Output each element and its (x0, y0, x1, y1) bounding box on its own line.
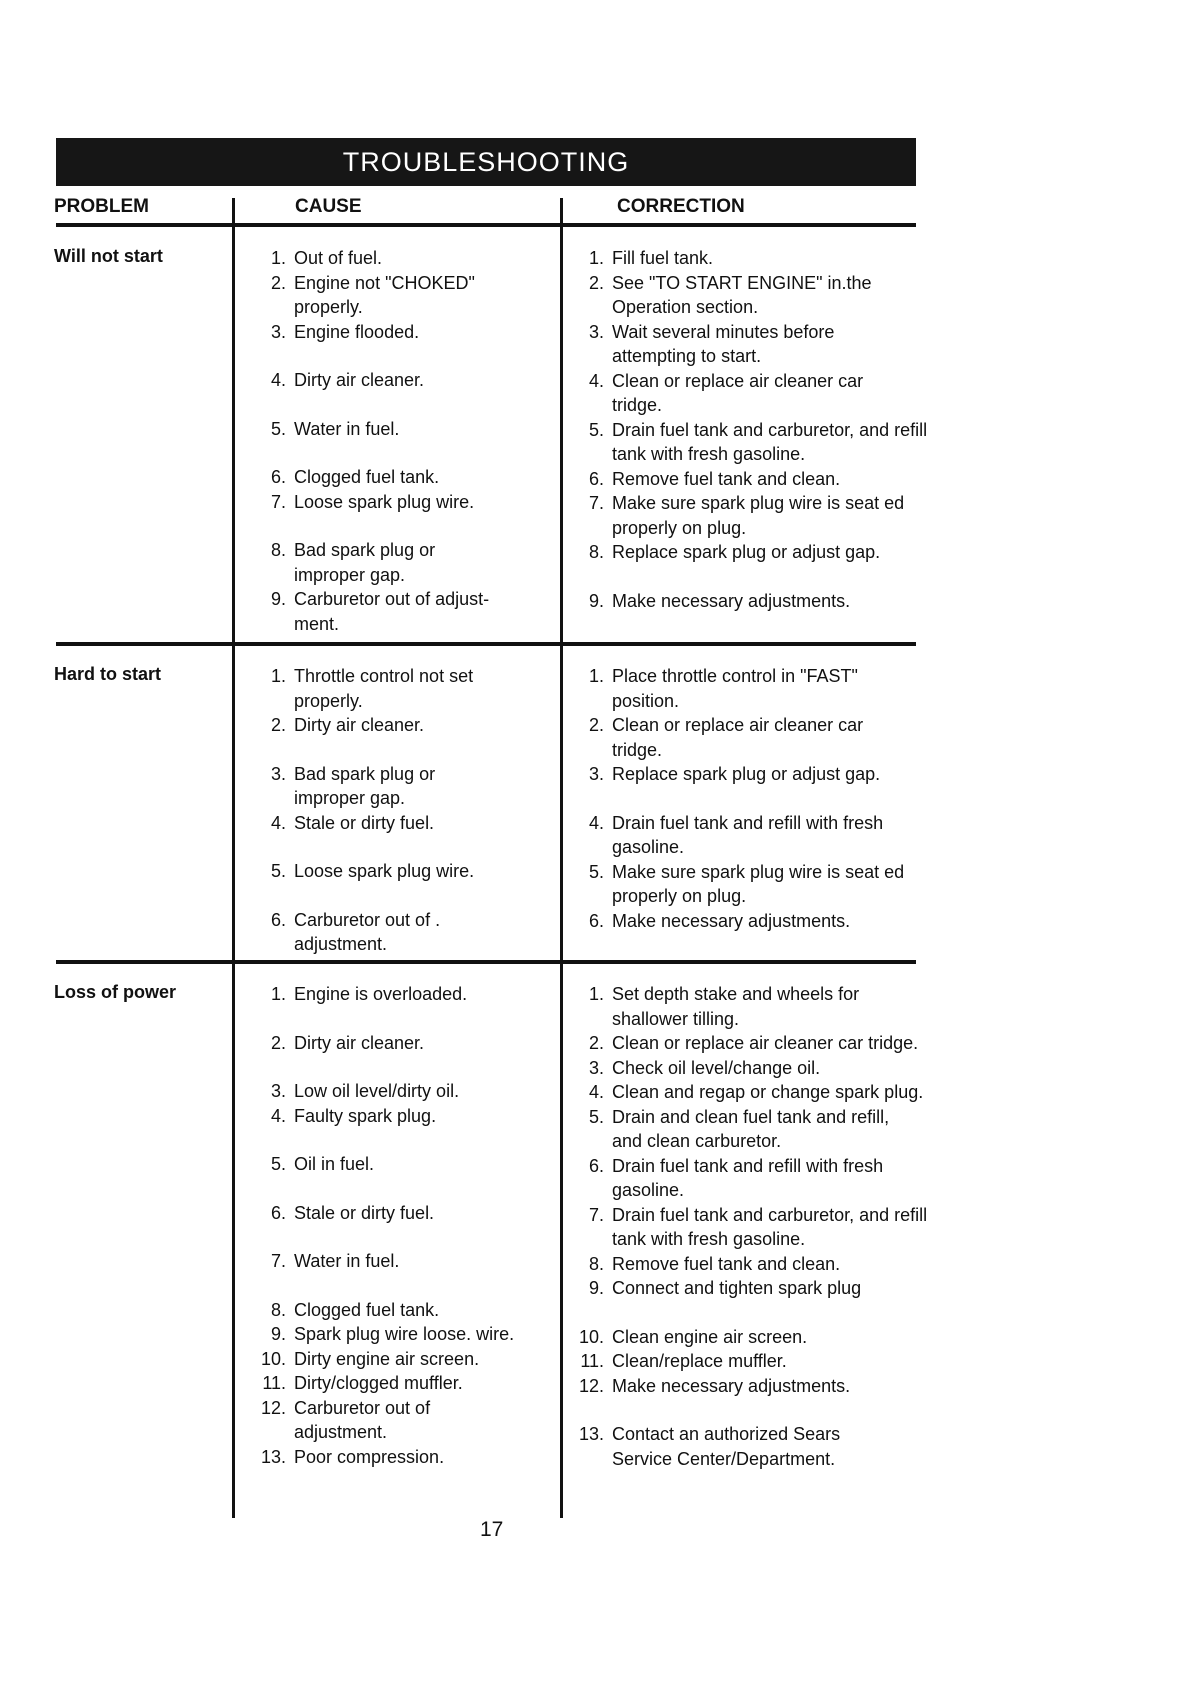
correction-list (580, 246, 928, 613)
list-item: 11. Dirty/clogged muffler. (262, 1373, 463, 1393)
list-item: 8. Remove fuel tank and clean. (588, 1253, 841, 1274)
list-item: 1. Out of fuel. (270, 248, 383, 268)
list-item: 5. Drain and clean fuel tank and refill, and clean carburetor. (588, 1106, 890, 1151)
list-item: 9. Make necessary adjustments. (588, 590, 851, 611)
list-item: 6. Make necessary adjustments. (588, 910, 851, 931)
correction-list (576, 982, 928, 1471)
list-item: 2. See "TO START ENGINE" in.the Operation section. (588, 272, 872, 317)
list-item: 4. Dirty air cleaner. (270, 370, 425, 390)
list-item: 1. Throttle control not set properly. (270, 666, 474, 711)
list-item: 4. Clean and regap or change spark plug. (588, 1082, 924, 1102)
list-item: 7. Make sure spark plug wire is seat ed properly on plug. (588, 493, 905, 538)
cause-list (262, 246, 522, 636)
header-cause: CAUSE (295, 196, 362, 217)
list-item: 4. Faulty spark plug. (270, 1105, 437, 1126)
list-item: 5. Oil in fuel. (270, 1154, 375, 1174)
list-item: 6. Carburetor out of . adjustment. (270, 909, 441, 954)
cause-list (258, 982, 523, 1469)
list-item: 7. Drain fuel tank and carburetor, and refill tank with fresh gasoline. (588, 1204, 928, 1249)
list-item: 12. Carburetor out of adjustment. (260, 1397, 431, 1442)
list-item: 8. Bad spark plug or improper gap. (270, 540, 436, 585)
list-item: 2. Dirty air cleaner. (270, 1032, 425, 1053)
list-item: 6. Drain fuel tank and refill with fresh gasoline. (588, 1155, 884, 1200)
section-divider-1 (56, 642, 916, 646)
cause-list (262, 664, 527, 957)
list-item: 9. Connect and tighten spark plug (588, 1278, 862, 1298)
list-item: 6. Remove fuel tank and clean. (588, 468, 841, 489)
header-correction: CORRECTION (617, 196, 745, 217)
list-item: 1. Fill fuel tank. (588, 248, 714, 268)
list-item: 9. Spark plug wire loose. wire. (270, 1324, 515, 1344)
header-rule (56, 223, 916, 227)
list-item: 6. Clogged fuel tank. (270, 467, 440, 487)
list-item: 2. Engine not "CHOKED" properly. (270, 272, 475, 317)
list-item: 13. Contact an authorized Sears Service Center/Department. (578, 1424, 841, 1469)
list-item: 2. Clean or replace air cleaner car tridge. (588, 715, 864, 760)
page-number: 17 (480, 1518, 504, 1541)
column-divider-2 (560, 198, 563, 1518)
list-item: 5. Make sure spark plug wire is seat ed properly on plug. (588, 861, 905, 906)
header-problem: PROBLEM (54, 196, 149, 217)
list-item: 1. Place throttle control in "FAST" position. (588, 666, 858, 711)
list-item: 8. Clogged fuel tank. (270, 1299, 440, 1320)
page-title: TROUBLESHOOTING (342, 146, 630, 177)
list-item: 5. Loose spark plug wire. (270, 861, 475, 881)
problem-label: Will not start (54, 246, 163, 266)
list-item: 2. Dirty air cleaner. (270, 715, 425, 735)
list-item: 10. Clean engine air screen. (578, 1326, 808, 1347)
list-item: 8. Replace spark plug or adjust gap. (588, 542, 881, 562)
list-item: 13. Poor compression. (260, 1446, 445, 1467)
section-divider-2 (56, 960, 916, 964)
list-item: 3. Wait several minutes before attempting to start. (588, 321, 835, 366)
list-item: 1. Set depth stake and wheels for shallower tilling. (588, 984, 860, 1029)
list-item: 7. Water in fuel. (270, 1251, 400, 1271)
list-item: 9. Carburetor out of adjust- ment. (270, 589, 490, 634)
list-item: 3. Check oil level/change oil. (588, 1057, 821, 1078)
list-item: 5. Drain fuel tank and carburetor, and refill tank with fresh gasoline. (588, 419, 928, 464)
list-item: 2. Clean or replace air cleaner car tridge. (588, 1033, 919, 1053)
list-item: 6. Stale or dirty fuel. (270, 1202, 435, 1223)
problem-label: Loss of power (54, 982, 177, 1002)
title-bar (56, 138, 916, 186)
list-item: 4. Stale or dirty fuel. (270, 812, 435, 833)
list-item: 4. Drain fuel tank and refill with fresh gasoline. (588, 812, 884, 857)
list-item: 10. Dirty engine air screen. (260, 1348, 480, 1369)
list-item: 11. Clean/replace muffler. (580, 1351, 787, 1371)
correction-list (580, 664, 920, 933)
problem-label: Hard to start (54, 664, 162, 684)
list-item: 3. Bad spark plug or improper gap. (270, 763, 436, 808)
column-divider-1 (232, 198, 235, 1518)
list-item: 5. Water in fuel. (270, 418, 400, 439)
list-item: 1. Engine is overloaded. (270, 984, 468, 1004)
list-item: 3. Low oil level/dirty oil. (270, 1081, 460, 1101)
list-item: 4. Clean or replace air cleaner car tridge. (588, 370, 864, 415)
list-item: 12. Make necessary adjustments. (578, 1375, 851, 1396)
list-item: 3. Replace spark plug or adjust gap. (588, 764, 881, 784)
list-item: 7. Loose spark plug wire. (270, 491, 475, 512)
list-item: 3. Engine flooded. (270, 321, 420, 342)
